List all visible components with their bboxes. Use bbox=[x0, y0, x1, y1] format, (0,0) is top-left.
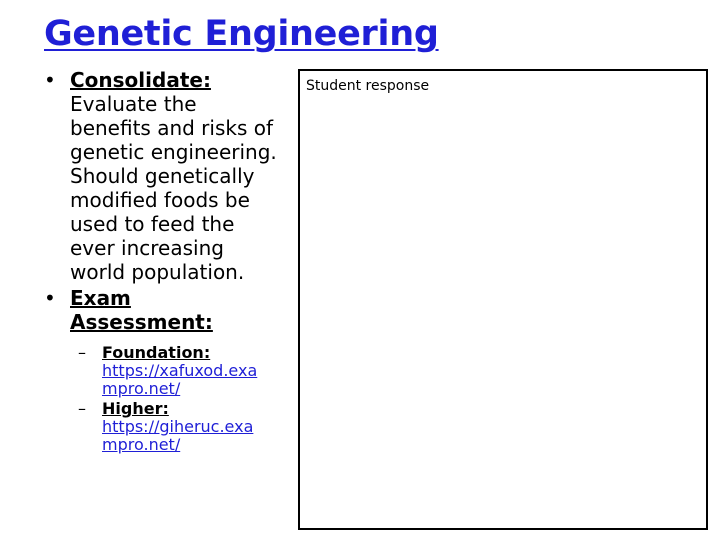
higher-label: Higher: bbox=[102, 399, 169, 418]
student-response-label: Student response bbox=[306, 78, 430, 94]
foundation-link[interactable]: https://xafuxod.exampro.net/ bbox=[102, 361, 258, 398]
exam-label: Exam Assessment: bbox=[70, 286, 213, 334]
bullet-list bbox=[44, 68, 280, 456]
student-response-box[interactable] bbox=[298, 69, 708, 530]
page-title: Genetic Engineering bbox=[44, 14, 439, 54]
consolidate-text: Evaluate the benefits and risks of genetic engineering. Should genetically modified foods be used to feed the ever increasing world population. bbox=[70, 92, 277, 284]
higher-link[interactable]: https://giheruc.exampro.net/ bbox=[102, 417, 254, 454]
exam-bullet bbox=[44, 286, 280, 334]
bullet-dot-icon: • bbox=[44, 286, 56, 310]
exam-sub-list bbox=[44, 344, 280, 454]
foundation-label: Foundation: bbox=[102, 343, 211, 362]
higher-item bbox=[78, 400, 280, 454]
consolidate-bullet bbox=[44, 68, 280, 284]
dash-icon: – bbox=[78, 343, 86, 362]
bullet-dot-icon: • bbox=[44, 68, 56, 92]
consolidate-label: Consolidate: bbox=[70, 68, 211, 92]
dash-icon: – bbox=[78, 399, 86, 418]
foundation-item bbox=[78, 344, 280, 398]
